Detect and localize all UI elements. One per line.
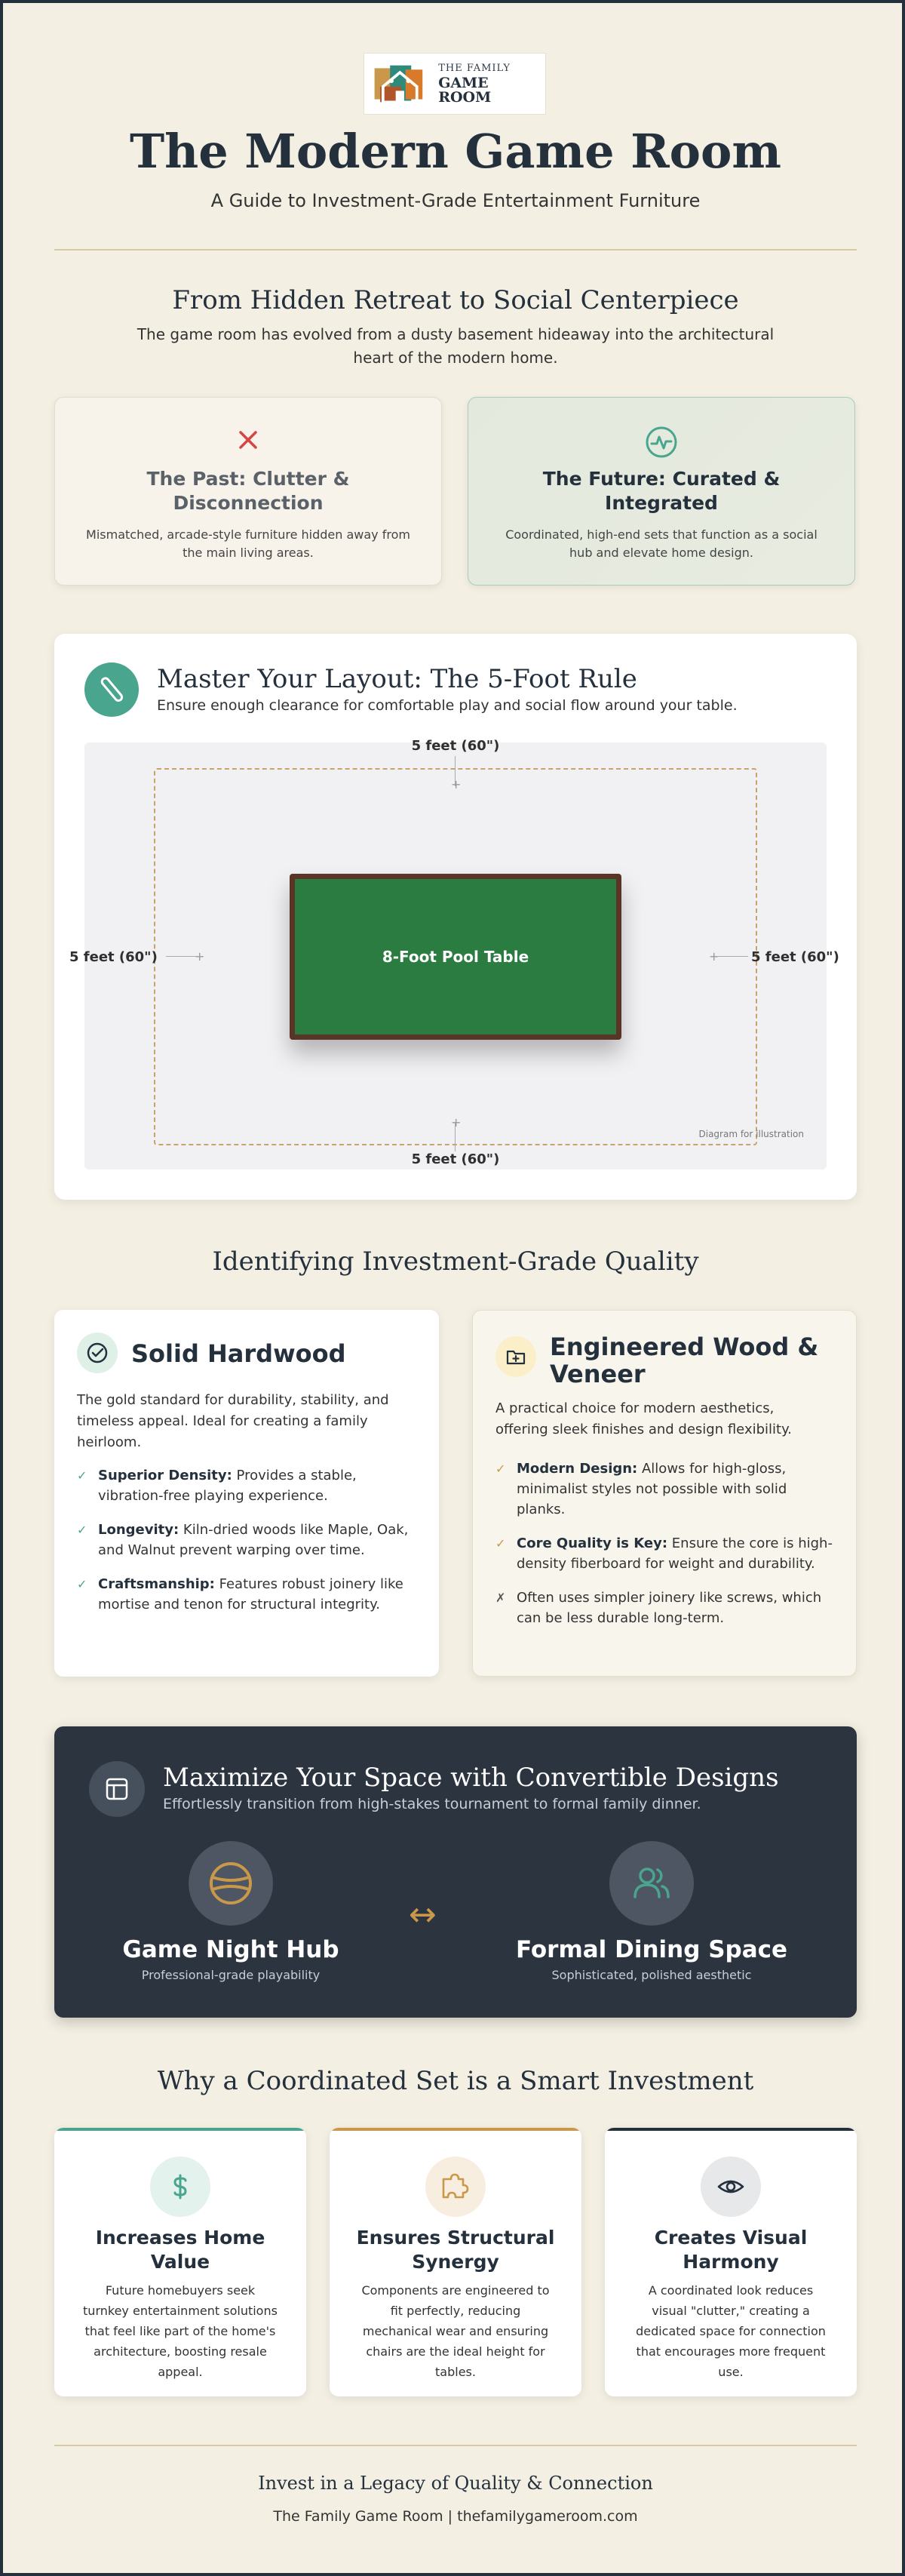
bottom-marker: + [451,1115,462,1130]
folder-plus-icon [495,1336,536,1377]
right-marker: + [709,949,719,964]
pool-table [290,874,621,1040]
right-measure-line [718,956,748,957]
puzzle-icon [425,2156,486,2217]
engineered-card [472,1310,857,1677]
clearance-top-label: 5 feet (60") [411,738,500,754]
past-title: The Past: Clutter & Disconnection [146,468,350,514]
formal-dining-title: Formal Dining Space [515,1936,788,1963]
diagram-note: Diagram for illustration [698,1129,804,1139]
pool-table-label: 8-Foot Pool Table [382,948,529,966]
investment-card [54,2128,306,2396]
investment-card-description: A coordinated look reduces visual "clutter," creating a dedicated space for connection that encourages more frequent use. [636,2283,826,2379]
past-description: Mismatched, arcade-style furniture hidden away from the main living areas. [86,527,410,560]
list-item: ✓ Craftsmanship: Features robust joinery like mortise and tenon for structural integrity. [77,1576,403,1612]
hardwood-description: The gold standard for durability, stability, and timeless appeal. Ideal for creating a family heirloom. [77,1392,389,1450]
formal-dining-subtitle: Sophisticated, polished aesthetic [551,1968,752,1982]
check-circle-icon [77,1333,118,1373]
divider [54,249,857,251]
engineered-list [495,1459,833,1642]
dollar-icon [150,2156,210,2217]
clearance-bottom-label: 5 feet (60") [411,1151,500,1167]
logo-line-1: THE FAMILY [438,62,511,74]
layout-title: Master Your Layout: The 5-Foot Rule [157,664,637,694]
game-night-subtitle: Professional-grade playability [141,1968,321,1982]
list-item: ✓ Modern Design: Allows for high-gloss, minimalist styles not possible with solid planks. [495,1461,787,1517]
accent-bar [330,2128,581,2131]
users-icon [609,1841,694,1926]
list-item: ✗ Often uses simpler joinery like screws, which can be less durable long-term. [495,1590,822,1626]
investment-card-title: Creates Visual Harmony [654,2227,808,2273]
investment-card-description: Future homebuyers seek turnkey entertainment solutions that feel like part of the home's architecture, boosting resale appeal. [83,2283,278,2379]
accent-bar [605,2128,857,2131]
quality-heading: Identifying Investment-Grade Quality [212,1247,699,1277]
list-item: ✓ Superior Density: Provides a stable, vibration-free playing experience. [77,1468,357,1504]
pulse-icon [644,425,679,460]
future-title: The Future: Curated & Integrated [542,468,781,514]
clearance-diagram [69,738,839,1170]
eye-icon [701,2156,761,2217]
future-card [468,397,855,586]
list-item: ✓ Core Quality is Key: Ensure the core is high-density fiberboard for weight and durability. [495,1535,833,1572]
top-marker: + [451,777,462,792]
logo-line-2: GAME ROOM [438,74,492,106]
clearance-left-label: 5 feet (60") [69,949,158,965]
investment-card [605,2128,857,2396]
clearance-right-label: 5 feet (60") [751,949,839,965]
investment-card-title: Ensures Structural Synergy [356,2227,555,2273]
left-marker: + [195,949,205,964]
evolution-heading: From Hidden Retreat to Social Centerpiece [172,285,739,315]
footer-divider [54,2445,857,2446]
convertible-subtitle: Effortlessly transition from high-stakes tournament to formal family dinner. [163,1796,701,1812]
investment-card-title: Increases Home Value [95,2227,265,2273]
page-subtitle: A Guide to Investment-Grade Entertainment Furniture [210,190,701,211]
engineered-title: Engineered Wood & Veneer [550,1333,819,1388]
house-logo-icon [370,57,434,111]
layout-icon [89,1761,145,1817]
investment-heading: Why a Coordinated Set is a Smart Investment [157,2066,754,2096]
hardwood-list [77,1465,416,1628]
investment-card [330,2128,581,2396]
convertible-title: Maximize Your Space with Convertible Designs [163,1763,779,1793]
layout-subtitle: Ensure enough clearance for comfortable play and social flow around your table. [157,697,738,714]
ball-icon [189,1841,273,1926]
hardwood-title: Solid Hardwood [131,1339,346,1368]
brand-logo[interactable] [364,53,546,115]
x-icon [233,425,263,455]
list-item: ✓ Longevity: Kiln-dried woods like Maple, Oak, and Walnut prevent warping over time. [77,1522,409,1558]
cue-stick-icon [84,662,139,717]
accent-bar [54,2128,306,2131]
page-title: The Modern Game Room [130,124,781,179]
convertible-section [54,1726,857,2018]
double-arrow-icon: ↔ [409,1895,437,1934]
footer-tagline: Invest in a Legacy of Quality & Connection [258,2473,653,2494]
future-description: Coordinated, high-end sets that function as a social hub and elevate home design. [505,527,818,560]
game-night-title: Game Night Hub [122,1936,339,1963]
investment-card-description: Components are engineered to fit perfectly, reducing mechanical wear and ensuring chairs are the ideal height for tables. [361,2283,550,2379]
layout-card [54,634,857,1200]
past-card [54,397,442,586]
footer-credit[interactable]: The Family Game Room | thefamilygameroom.com [273,2508,638,2525]
engineered-description: A practical choice for modern aesthetics, offering sleek finishes and design flexibility. [495,1400,792,1437]
evolution-intro: The game room has evolved from a dusty basement hideaway into the architectural heart of the modern home. [137,325,775,367]
left-measure-line [166,956,196,957]
hardwood-card [54,1310,439,1677]
